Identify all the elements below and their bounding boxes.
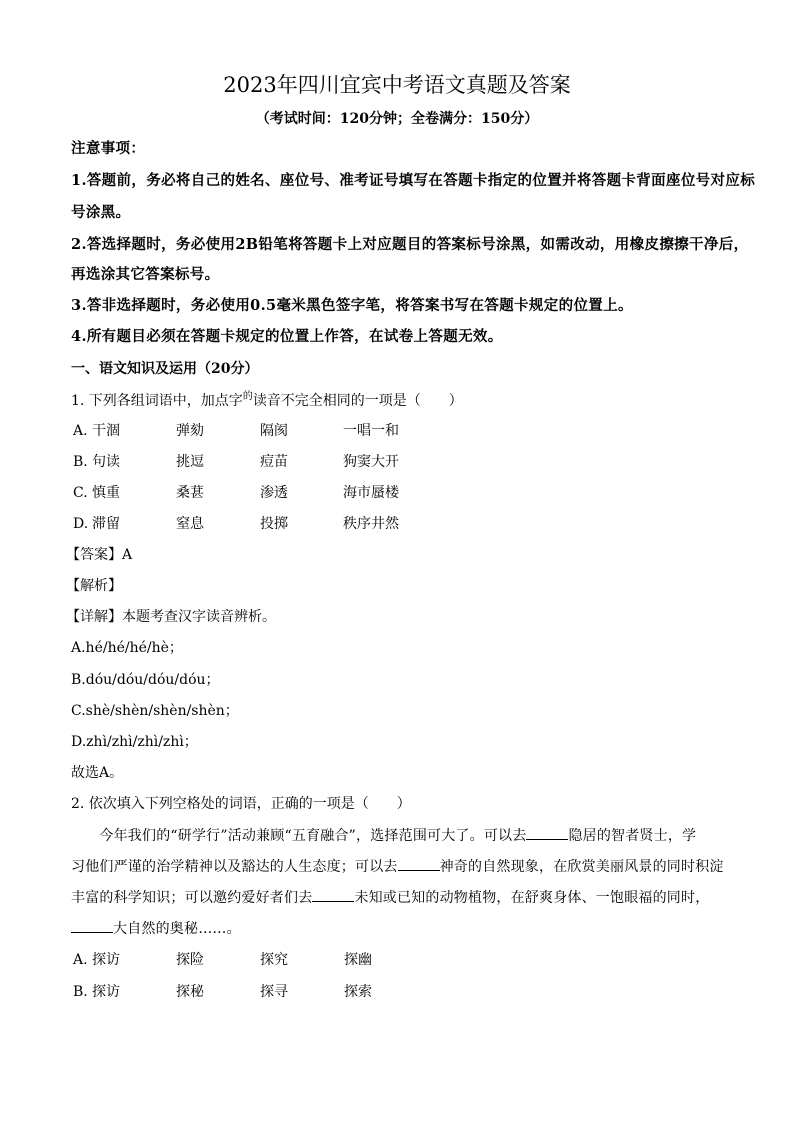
- passage-line: [71, 827, 696, 845]
- option-word: 探寻: [260, 984, 288, 1000]
- option-word: 桑葚: [176, 485, 204, 501]
- option-word: 窒息: [176, 516, 204, 532]
- passage-text: 隐居的智者贤士，学: [568, 828, 697, 844]
- option-word: 干涸: [92, 423, 120, 439]
- pinyin-line: A.hé/hé/hé/hè；: [71, 640, 183, 656]
- option-label: A.: [73, 952, 88, 968]
- option-word: 弹劾: [176, 423, 204, 439]
- passage-text: 未知或已知的动物植物，在舒爽身体、一饱眼福的同时，: [354, 890, 710, 906]
- passage-text: 大自然的奥秘……。: [113, 921, 241, 937]
- fill-blank: [312, 889, 354, 902]
- option-word: 探秘: [176, 984, 204, 1000]
- option-label: A.: [73, 423, 88, 439]
- option-word: 渗透: [260, 485, 288, 501]
- detail: 【详解】本题考查汉字读音辨析。: [66, 609, 276, 625]
- note-line: 再选涂其它答案标号。: [71, 266, 220, 283]
- passage-line: [71, 858, 724, 876]
- option-label: C.: [73, 485, 88, 501]
- option-word: 探访: [92, 984, 120, 1000]
- exam-info: （考试时间：120分钟；全卷满分：150分）: [255, 111, 539, 127]
- option-word: 探访: [92, 952, 120, 968]
- option-word: 探究: [260, 952, 288, 968]
- note-line: 2.答选择题时，务必使用2B铅笔将答题卡上对应题目的答案标号涂黑，如需改动，用橡皮擦擦干净后，: [71, 236, 749, 253]
- option-label: B.: [73, 984, 88, 1000]
- fill-blank: [526, 827, 568, 840]
- conclusion: 故选A。: [71, 765, 124, 781]
- option-label: B.: [73, 454, 88, 470]
- passage-text: 今年我们的“研学行”活动兼顾“五育融合”，选择范围可大了。可以去: [71, 828, 527, 844]
- option-label: D.: [73, 516, 89, 532]
- option-word: 滞留: [92, 516, 120, 532]
- fill-blank: [71, 920, 113, 933]
- pinyin-line: D.zhì/zhì/zhì/zhì；: [71, 734, 198, 750]
- pinyin-line: B.dóu/dóu/dóu/dóu；: [71, 672, 220, 688]
- notes-heading: 注意事项：: [71, 140, 146, 157]
- option-word: 探险: [176, 952, 204, 968]
- stem-superscript: 的: [242, 391, 253, 402]
- option-word: 隔阂: [260, 423, 288, 439]
- note-line: 3.答非选择题时，务必使用0.5毫米黑色签字笔，将答案书写在答题卡规定的位置上。: [71, 297, 633, 314]
- section-heading: 一、语文知识及运用（20分）: [71, 361, 259, 377]
- option-word: 秩序井然: [343, 516, 399, 532]
- option-word: 探索: [344, 984, 372, 1000]
- note-line: 号涂黑。: [71, 204, 131, 221]
- passage-line: [71, 889, 709, 907]
- question-2-stem: 2. 依次填入下列空格处的词语，正确的一项是（ ）: [71, 796, 411, 812]
- question-1-stem: [71, 392, 463, 412]
- passage-text: 丰富的科学知识；可以邀约爱好者们去: [71, 890, 313, 906]
- page-title: 2023年四川宜宾中考语文真题及答案: [223, 73, 571, 97]
- option-word: 痘苗: [260, 454, 288, 470]
- answer: 【答案】A: [66, 547, 133, 563]
- analysis-heading: 【解析】: [66, 578, 122, 594]
- option-word: 句读: [92, 454, 120, 470]
- option-word: 挑逗: [176, 454, 204, 470]
- fill-blank: [398, 858, 440, 871]
- option-word: 探幽: [344, 952, 372, 968]
- stem-part: 1. 下列各组词语中，加点字: [71, 393, 243, 409]
- note-line: 4.所有题目必须在答题卡规定的位置上作答，在试卷上答题无效。: [71, 328, 503, 345]
- pinyin-line: C.shè/shèn/shèn/shèn；: [71, 703, 239, 719]
- option-word: 海市蜃楼: [343, 485, 399, 501]
- passage-text: 习他们严谨的治学精神以及豁达的人生态度；可以去: [71, 859, 398, 875]
- stem-part: 读音不完全相同的一项是（ ）: [252, 393, 463, 409]
- option-word: 狗窦大开: [343, 454, 399, 470]
- option-word: 慎重: [92, 485, 120, 501]
- note-line: 1.答题前，务必将自己的姓名、座位号、准考证号填写在答题卡指定的位置并将答题卡背面座位号对应标: [71, 172, 756, 189]
- passage-line: [71, 920, 241, 938]
- option-word: 一唱一和: [343, 423, 399, 439]
- option-word: 投掷: [260, 516, 288, 532]
- passage-text: 神奇的自然现象，在欣赏美丽风景的同时积淀: [439, 859, 724, 875]
